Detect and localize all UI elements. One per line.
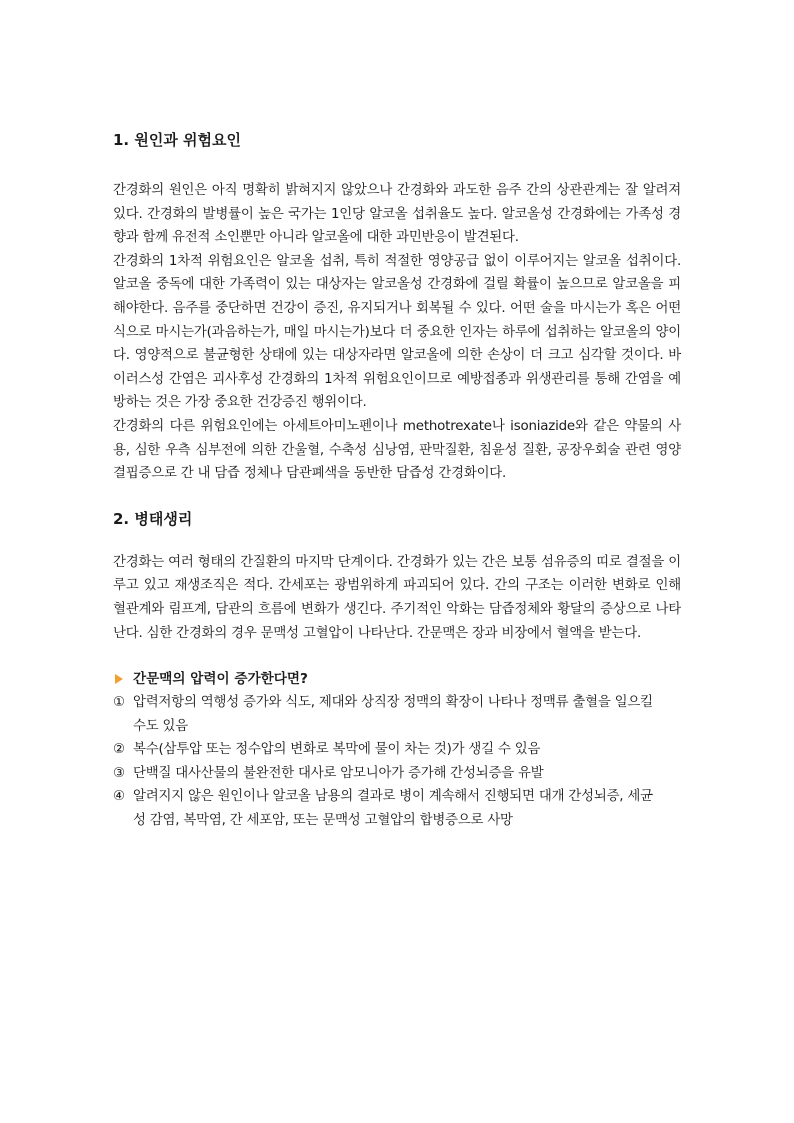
list-item-number: ④ [113,789,125,805]
list-item-text: 압력저항의 역행성 증가와 식도, 제대와 상직장 정맥의 확장이 나타나 정맥류 출혈을 일으킬 수도 있음 [133,695,653,734]
list-item-text: 알려지지 않은 원인이나 알코올 남용의 결과로 병이 계속해서 진행되면 대개 간성뇌증, 세균성 감염, 복막염, 간 세포암, 또는 문맥성 고혈압의 합병증으로 사망 [133,789,653,829]
section-2-paragraph-1: 간경화는 여러 형태의 간질환의 마지막 단계이다. 간경화가 있는 간은 보통 섬유증의 띠로 결절을 이루고 있고 재생조직은 적다. 간세포는 광범위하게 파괴되어 있다. 간의 구조는 이러한 변화로 인해 혈관계와 림프계, 담관의 흐름에 변화가 생긴다. 주기적인 악화는 담즙정체와 황달의 증상으로 나타난다. 심한 간경화의 경우 문맥성 고혈압이 나타난다. 간문맥은 장과 비장에서 혈액을 받는다. [113,554,681,641]
section-1-paragraph-2: 간경화의 1차적 위험요인은 알코올 섭취, 특히 적절한 영양공급 없이 이루어지는 알코올 섭취이다. 알코올 중독에 대한 가족력이 있는 대상자는 알코올성 간경화에 걸릴 확률이 높으므로 알코올을 피해야한다. 음주를 중단하면 건강이 증진, 유지되거나 회복될 수 있다. 어떤 술을 마시는가 혹은 어떤 식으로 마시는가(과음하는가, 매일 마시는가)보다 더 중요한 인자는 하루에 섭취하는 알코올의 양이다. 영양적으로 불균형한 상태에 있는 대상자라면 알코올에 의한 손상이 더 크고 심각할 것이다. 바이러스성 간염은 괴사후성 간경화의 1차적 위험요인이므로 예방접종과 위생관리를 통해 간염을 예방하는 것은 가장 중요한 건강증진 행위이다. [113,253,681,411]
portal-pressure-subheading-text: 간문맥의 압력이 증가한다면? [133,671,308,688]
list-item-text: 복수(삼투압 또는 정수압의 변화로 복막에 물이 차는 것)가 생길 수 있음 [133,742,541,758]
list-item-number: ① [113,695,125,711]
list-item [113,691,681,738]
complication-list [113,691,681,833]
list-item-number: ③ [113,765,125,781]
list-item [113,785,681,832]
list-item-number: ② [113,742,125,758]
section-1-heading: 1. 원인과 위험요인 [113,131,242,149]
list-item [113,762,681,786]
section-1-paragraph-3: 간경화의 다른 위험요인에는 아세트아미노펜이나 methotrexate나 isoniazide와 같은 약물의 사용, 심한 우측 심부전에 의한 간울혈, 수축성 심낭염, 판막질환, 침윤성 질환, 공장우회술 관련 영양결핍증으로 간 내 담즙 정체나 담관폐색을 동반한 담즙성 간경화이다. [113,418,681,482]
portal-pressure-subheading [113,667,681,691]
section-2-heading: 2. 병태생리 [113,509,193,528]
list-item [113,738,681,762]
triangle-bullet-icon [115,674,123,684]
list-item-text: 단백질 대사산물의 불완전한 대사로 암모니아가 증가해 간성뇌증을 유발 [133,765,544,781]
document-page [113,126,681,833]
section-1-paragraph-1: 간경화의 원인은 아직 명확히 밝혀지지 않았으나 간경화와 과도한 음주 간의 상관관계는 잘 알려져 있다. 간경화의 발병률이 높은 국가는 1인당 알코올 섭취율도 높다. 알코올성 간경화에는 가족성 경향과 함께 유전적 소인뿐만 아니라 알코올에 대한 과민반응이 발견된다. [113,183,681,246]
